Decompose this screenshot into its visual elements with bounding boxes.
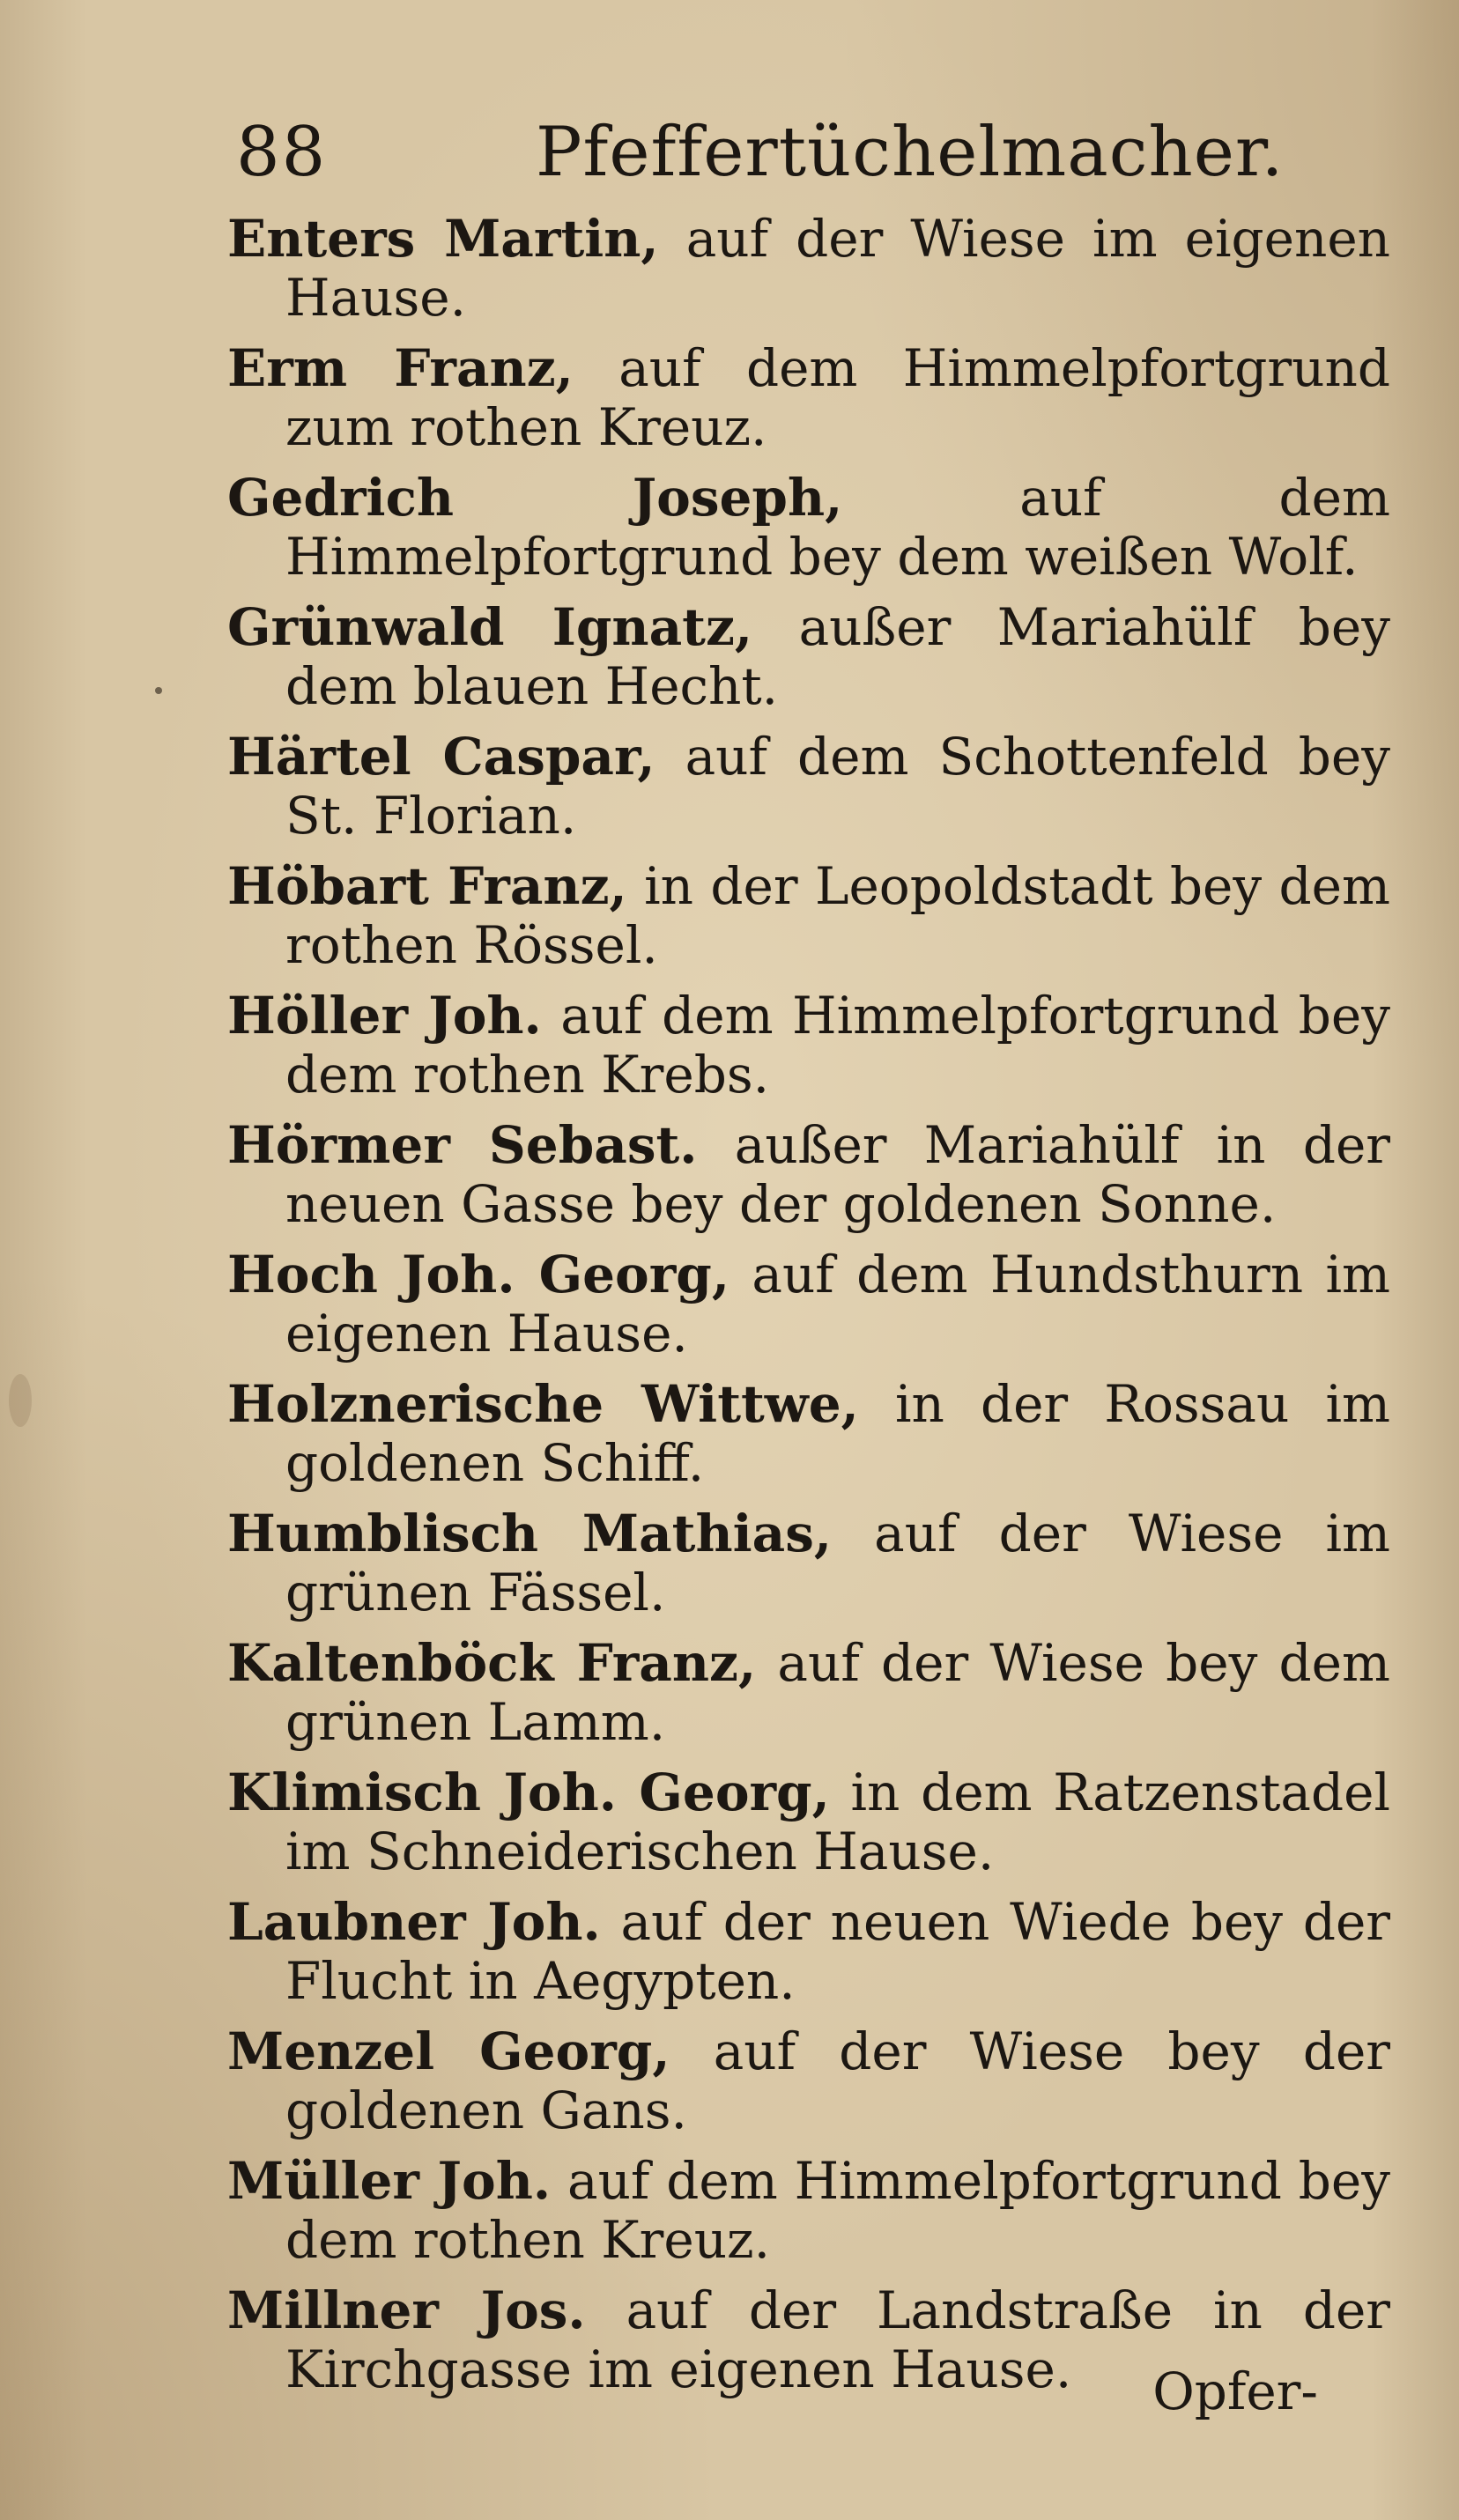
directory-entry: [227, 210, 1390, 328]
entry-address: auf der neuen Wiede bey der Flucht in Aegypten.: [285, 1892, 1390, 2011]
directory-entry: [227, 728, 1390, 846]
entry-address: in der Leopoldstadt bey dem rothen Rössel.: [285, 856, 1390, 975]
directory-entry: [227, 857, 1390, 975]
catchword: Opfer-: [1152, 2361, 1318, 2421]
directory-entry: [227, 2022, 1390, 2140]
entry-name: Hoch Joh. Georg,: [227, 1245, 730, 1304]
directory-entry: [227, 1245, 1390, 1363]
entry-name: Millner Jos.: [227, 2280, 586, 2340]
entry-name: Grünwald Ignatz,: [227, 597, 753, 657]
page-header: [236, 104, 1285, 201]
directory-entry: [227, 2152, 1390, 2270]
entry-name: Müller Joh.: [227, 2151, 552, 2211]
entry-name: Humblisch Mathias,: [227, 1504, 833, 1563]
entry-address: auf dem Hundsthurn im eigenen Hause.: [285, 1245, 1390, 1363]
entry-address: außer Mariahülf in der neuen Gasse bey der goldenen Sonne.: [285, 1115, 1391, 1234]
entry-name: Härtel Caspar,: [227, 727, 655, 787]
directory-entry: [227, 1763, 1390, 1881]
running-title: Pfeffertüchelmacher.: [536, 113, 1285, 192]
paper-stain: [9, 1374, 32, 1427]
entry-address: auf dem Himmelpfortgrund bey dem weißen Wolf.: [285, 468, 1390, 587]
directory-entry: [227, 1893, 1390, 2011]
entry-address: auf der Landstraße in der Kirchgasse im eigenen Hause.: [285, 2280, 1390, 2399]
entry-name: Klimisch Joh. Georg,: [227, 1763, 830, 1822]
entry-name: Menzel Georg,: [227, 2021, 670, 2081]
entry-address: auf dem Himmelpfortgrund bey dem rothen Kreuz.: [285, 2151, 1391, 2270]
entry-name: Erm Franz,: [227, 338, 574, 398]
directory-entry: [227, 598, 1390, 716]
directory-entry: [227, 1116, 1390, 1234]
directory-entry: [227, 1634, 1390, 1752]
entry-address: in der Rossau im goldenen Schiff.: [285, 1374, 1391, 1493]
entry-name: Laubner Joh.: [227, 1892, 601, 1952]
entry-address: auf der Wiese bey dem grünen Lamm.: [285, 1633, 1390, 1752]
entry-address: auf der Wiese im eigenen Hause.: [285, 209, 1391, 328]
page-number: 88: [236, 113, 328, 192]
entry-address: auf dem Himmelpfortgrund bey dem rothen Krebs.: [285, 986, 1390, 1105]
entry-address: außer Mariahülf bey dem blauen Hecht.: [285, 597, 1390, 716]
entry-address: auf dem Schottenfeld bey St. Florian.: [285, 727, 1391, 846]
entry-name: Holznerische Wittwe,: [227, 1374, 859, 1434]
entry-name: Hörmer Sebast.: [227, 1115, 698, 1175]
entry-name: Enters Martin,: [227, 209, 659, 269]
entry-name: Höbart Franz,: [227, 856, 627, 916]
directory-list: [227, 210, 1390, 2411]
entry-address: in dem Ratzenstadel im Schneiderischen Hause.: [285, 1763, 1390, 1881]
directory-entry: [227, 469, 1390, 587]
entry-name: Höller Joh.: [227, 986, 542, 1046]
entry-address: auf dem Himmelpfortgrund zum rothen Kreuz.: [285, 338, 1390, 457]
ink-speck: [155, 687, 162, 694]
entry-name: Kaltenböck Franz,: [227, 1633, 757, 1693]
directory-entry: [227, 339, 1390, 457]
directory-entry: [227, 987, 1390, 1105]
directory-entry: [227, 1504, 1390, 1622]
directory-entry: [227, 1375, 1390, 1493]
entry-address: auf der Wiese bey der goldenen Gans.: [285, 2021, 1391, 2140]
entry-name: Gedrich Joseph,: [227, 468, 843, 528]
entry-address: auf der Wiese im grünen Fässel.: [285, 1504, 1391, 1622]
